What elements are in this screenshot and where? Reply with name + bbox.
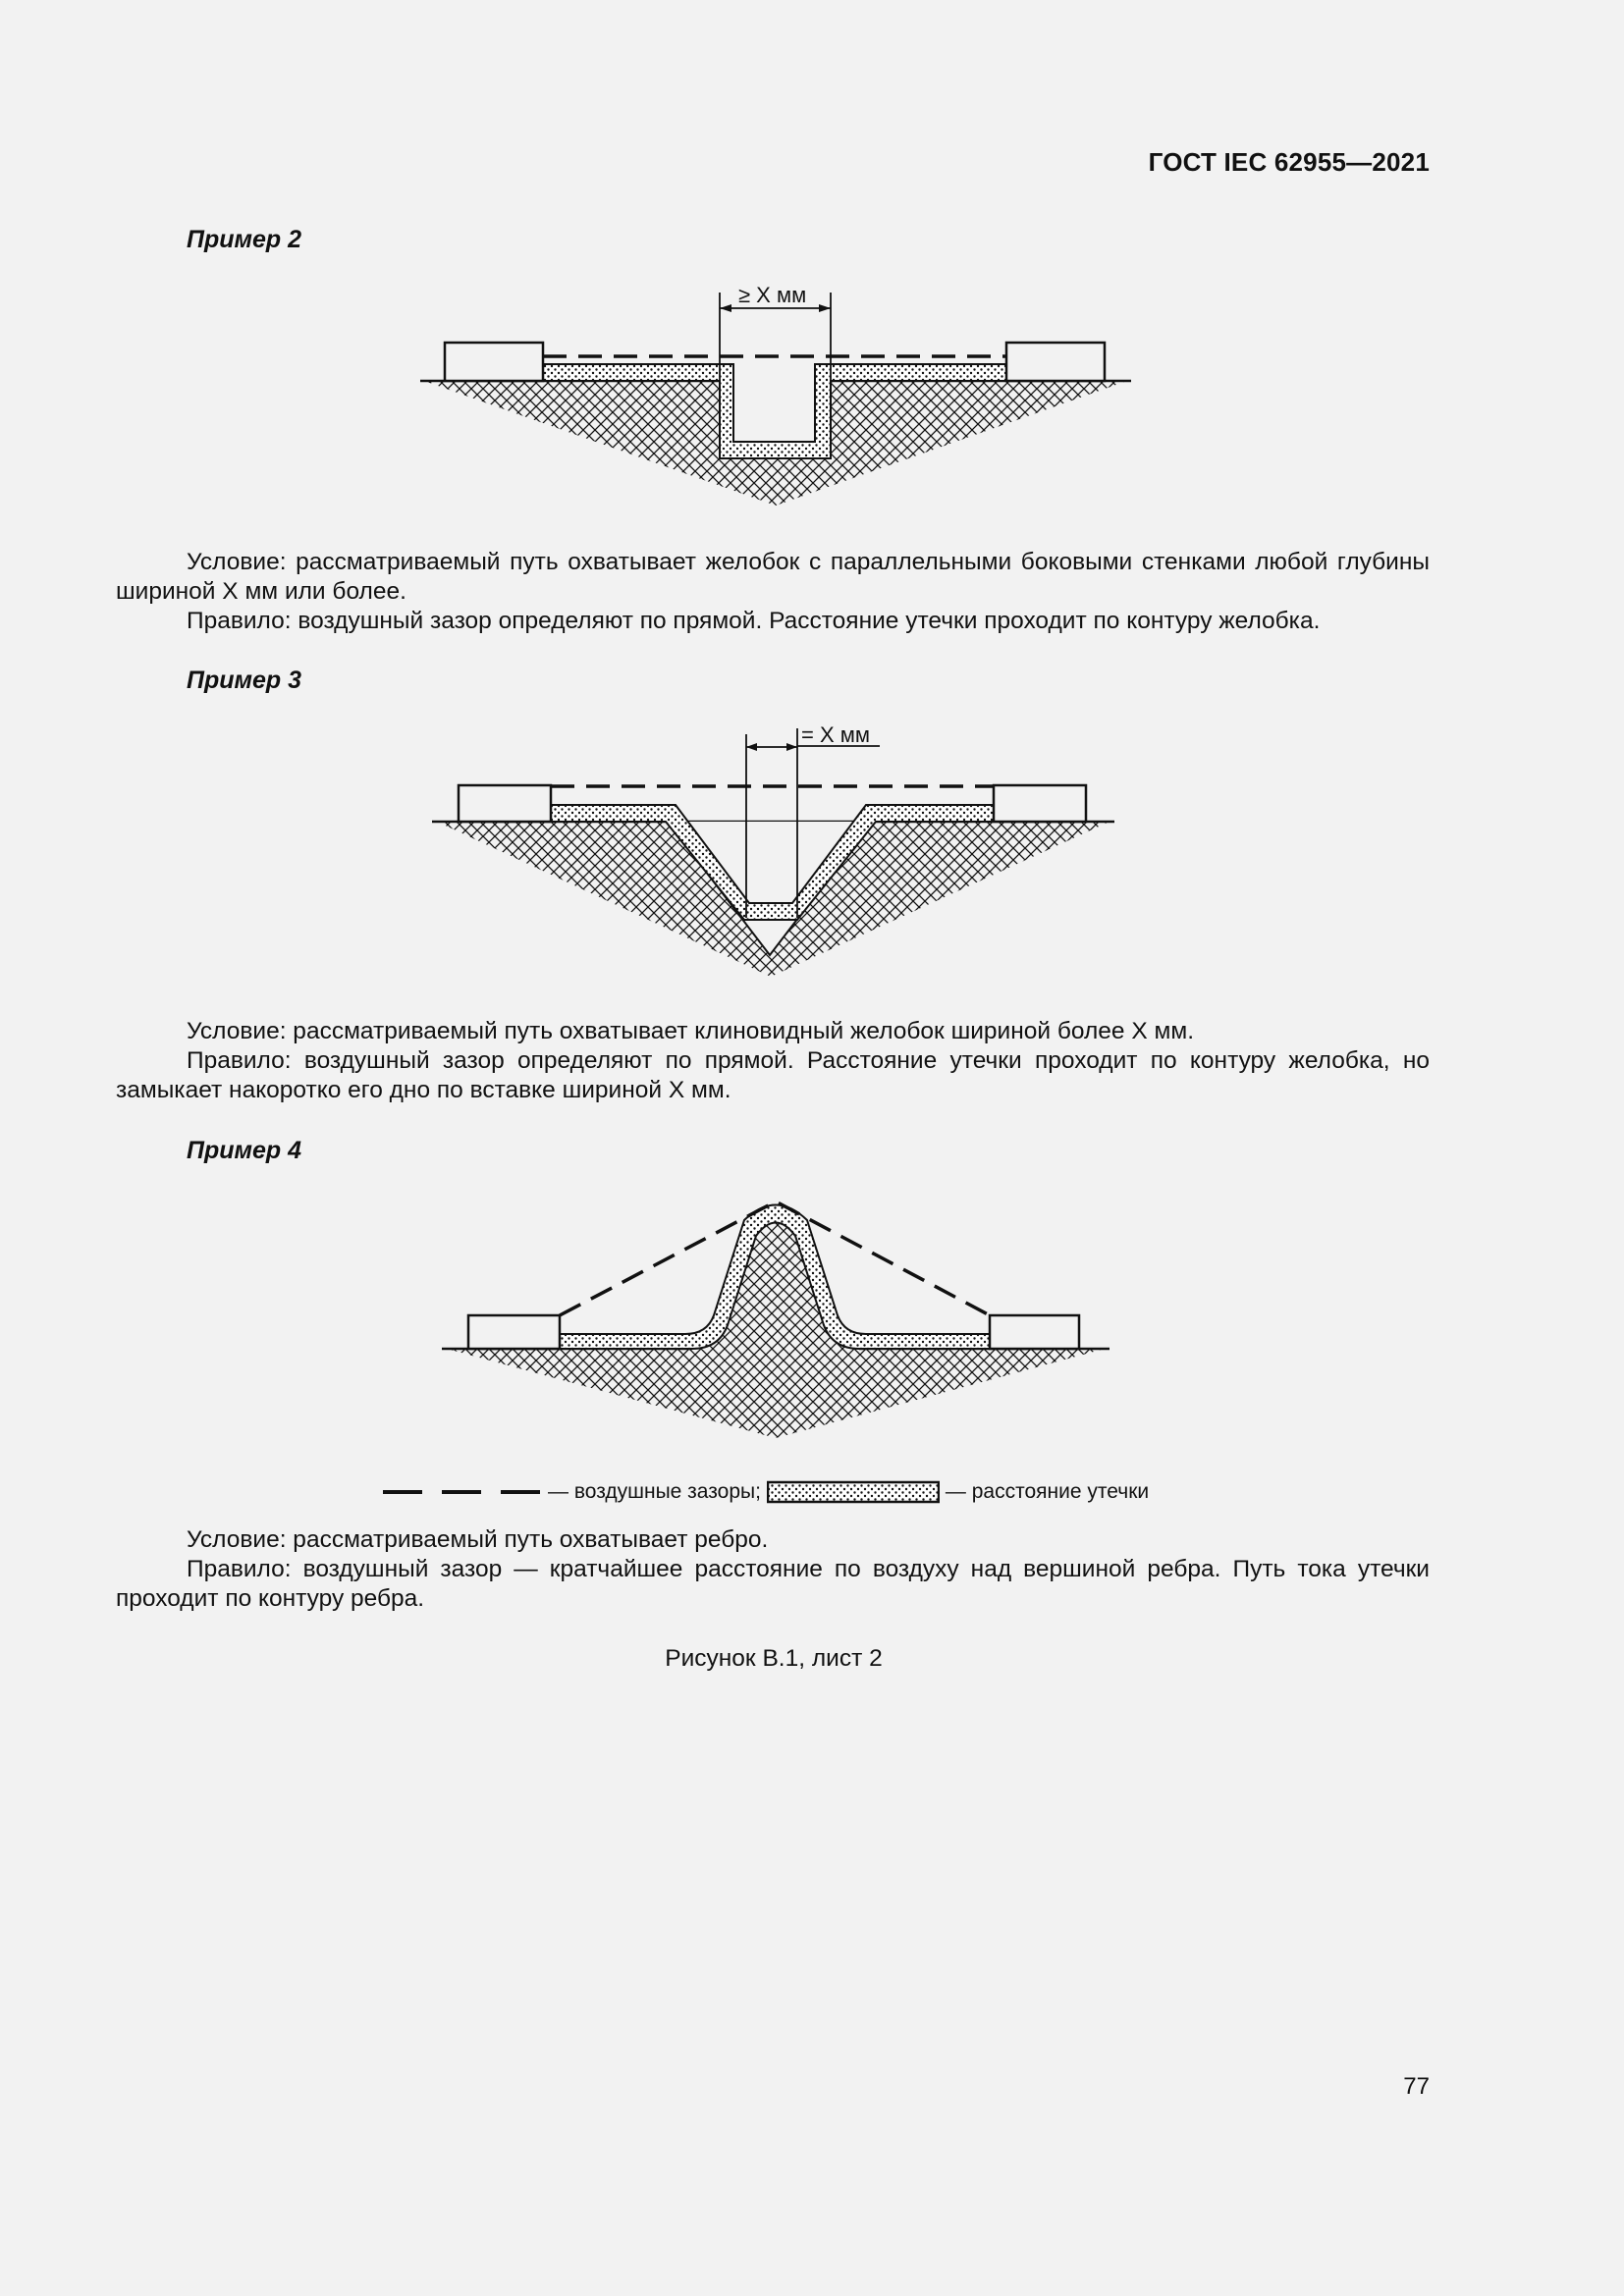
example-4-title: Пример 4: [187, 1137, 302, 1164]
example-3-rule-cont: замыкает накоротко его дно по вставке шириной X мм.: [116, 1077, 731, 1103]
page-number: 77: [1403, 2073, 1430, 2100]
air-gap-legend-icon: [381, 1486, 544, 1498]
example-4-condition: Условие: рассматриваемый путь охватывает ребро.: [187, 1526, 769, 1553]
example-2-condition-cont: шириной X мм или более.: [116, 578, 406, 605]
creepage-legend-label: — расстояние утечки: [945, 1480, 1150, 1503]
example-3-title: Пример 3: [187, 667, 302, 694]
example-3-text: [116, 1017, 1430, 1105]
example-4-text: [116, 1525, 1430, 1614]
conductor-right: [1006, 343, 1105, 381]
conductor-right: [990, 1315, 1079, 1349]
figure-caption: Рисунок В.1, лист 2: [665, 1645, 883, 1672]
example-3-condition: Условие: рассматриваемый путь охватывает клиновидный желобок шириной более X мм.: [187, 1018, 1194, 1044]
conductor-left: [445, 343, 543, 381]
air-gap-legend-label: — воздушные зазоры;: [548, 1480, 761, 1503]
dim-arrow-left: [720, 304, 731, 312]
example-4-rule: Правило: воздушный зазор — кратчайшее расстояние по воздуху над вершиной ребра. Путь тока утечки: [187, 1556, 1430, 1582]
example-2-diagram: [412, 285, 1139, 510]
dim-arrow-right: [819, 304, 831, 312]
example-4-rule-cont: проходит по контуру ребра.: [116, 1585, 425, 1612]
example-3-diagram: [422, 717, 1129, 982]
example-3-rule: Правило: воздушный зазор определяют по прямой. Расстояние утечки проходит по контуру желобка, но: [187, 1047, 1430, 1074]
legend: [381, 1476, 1149, 1508]
conductor-right: [994, 785, 1086, 822]
conductor-left: [459, 785, 551, 822]
dim-arrow-right: [786, 743, 797, 751]
conductor-left: [468, 1315, 560, 1349]
substrate-hatch: [447, 1349, 1105, 1438]
example-2-condition: Условие: рассматриваемый путь охватывает желобок с параллельными боковыми стенками любой глубины: [187, 549, 1430, 575]
example-2-title: Пример 2: [187, 226, 302, 253]
dimension-label: = X мм: [801, 722, 870, 747]
dim-arrow-left: [746, 743, 757, 751]
creepage-legend-icon: [767, 1480, 940, 1504]
example-2-rule: Правило: воздушный зазор определяют по прямой. Расстояние утечки проходит по контуру желобка.: [187, 608, 1321, 634]
example-4-diagram: [437, 1188, 1114, 1443]
standard-code: ГОСТ IEC 62955—2021: [1148, 147, 1430, 177]
example-2-text: [116, 548, 1430, 636]
dimension-label: ≥ X мм: [738, 283, 807, 307]
